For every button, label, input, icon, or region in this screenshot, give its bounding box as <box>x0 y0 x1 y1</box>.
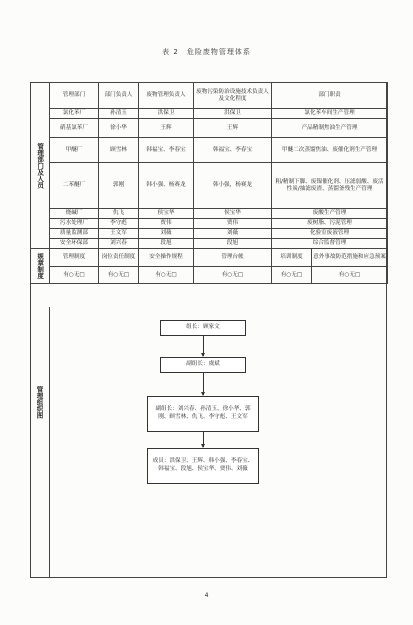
table-row <box>31 138 388 163</box>
cell-lead: 孙清玉 <box>99 109 139 119</box>
cell-waste: 侯宝华 <box>139 209 194 219</box>
cell-facility: 王辉 <box>194 119 272 138</box>
cell-facility: 刘薇 <box>194 229 272 239</box>
cell-lead: 徐小华 <box>99 119 139 138</box>
rules-header-row <box>31 249 388 267</box>
cell-dept: 硝基氯苯厂 <box>50 119 99 138</box>
cell-waste: 洪保卫 <box>139 109 194 119</box>
header-waste-lead: 废物管理负责人 <box>139 83 194 109</box>
section-label-org: 管理部门及人员 <box>31 83 50 249</box>
cell-facility: 韩福宝、李春宝 <box>194 138 272 163</box>
org-deputy-box: 副组长：虞斌 <box>160 357 246 373</box>
table-row <box>31 163 388 209</box>
rules-header-system: 管理制度 <box>50 249 99 267</box>
cell-lead: 刘兴春 <box>99 239 139 249</box>
cell-duty: 产品精制焦油生产管理 <box>272 119 388 138</box>
arrow-down-icon <box>203 432 204 447</box>
cell-lead: 王文军 <box>99 229 139 239</box>
table-row <box>31 109 388 119</box>
table-row <box>31 239 388 249</box>
cell-duty: 废树脂、污泥管理 <box>272 219 388 229</box>
cell-duty: 废酸生产管理 <box>272 209 388 219</box>
cell-duty: 甲醚二次蒸馏焦油、废催化剂生产管理 <box>272 138 388 163</box>
rules-value: 有○无□ <box>312 267 388 284</box>
table-row <box>31 209 388 219</box>
cell-waste: 段旭 <box>139 239 194 249</box>
page-number: 4 <box>204 592 209 599</box>
cell-facility: 贾伟 <box>194 219 272 229</box>
header-dept-lead: 部门负责人 <box>99 83 139 109</box>
header-duty: 部门职责 <box>272 83 388 109</box>
cell-duty: 化验室废液管理 <box>272 229 388 239</box>
rules-header-emergency: 意外事故防范措施和应急预案 <box>312 249 388 267</box>
table-row <box>31 229 388 239</box>
cell-lead: 顾雪林 <box>99 138 139 163</box>
org-leader-box: 组长：顾家文 <box>160 320 246 336</box>
rules-value-row <box>31 267 388 284</box>
org-members-box: 成员：洪保卫、王辉、韩小强、李春宝、韩福宝、段旭、侯宝华、贾伟、刘薇 <box>147 448 259 484</box>
rules-header-duty-system: 岗位责任制度 <box>99 249 139 267</box>
cell-duty: 综合监督管理 <box>272 239 388 249</box>
rules-value: 有○无□ <box>139 267 194 284</box>
rules-header-ops: 安全操作规程 <box>139 249 194 267</box>
cell-facility: 侯宝华 <box>194 209 272 219</box>
waste-management-table <box>30 82 388 284</box>
cell-waste: 王辉 <box>139 119 194 138</box>
header-row <box>31 83 388 109</box>
section-label-chart: 管理组织图 <box>35 386 44 419</box>
cell-dept: 污水处理厂 <box>50 219 99 229</box>
cell-waste: 韩小强、杨赛龙 <box>139 163 194 209</box>
rules-header-training: 培训制度 <box>272 249 312 267</box>
cell-dept: 质量监测部 <box>50 229 99 239</box>
arrow-down-icon <box>203 373 204 395</box>
cell-facility: 韩小强，杨赛龙 <box>194 163 272 209</box>
cell-lead: 仇飞 <box>99 209 139 219</box>
cell-dept: 氯化苯厂 <box>50 109 99 119</box>
rules-value: 有○无□ <box>50 267 99 284</box>
arrow-down-icon <box>203 336 204 356</box>
cell-duty: 氯化苯车间生产管理 <box>272 109 388 119</box>
table-row <box>31 219 388 229</box>
section-divider <box>49 307 50 578</box>
cell-waste: 贾伟 <box>139 219 194 229</box>
rules-value: 有○无□ <box>194 267 272 284</box>
cell-lead: 李守彪 <box>99 219 139 229</box>
cell-duty: 粗/精制下脚、废镍催化剂、压滤弱酸、废活性炭/抽滤废渣、蒸馏釜残生产管理 <box>272 163 388 209</box>
cell-lead: 郭刚 <box>99 163 139 209</box>
table-title: 表 2 危险废物管理体系 <box>162 48 251 56</box>
cell-dept: 二苯醚厂 <box>50 163 99 209</box>
rules-header-ledger: 管理台帐 <box>194 249 272 267</box>
cell-facility: 段旭 <box>194 239 272 249</box>
cell-dept: 甲醚厂 <box>50 138 99 163</box>
section-label-rules: 规章制度 <box>31 249 50 284</box>
cell-dept: 安全环保部 <box>50 239 99 249</box>
cell-facility: 洪保卫 <box>194 109 272 119</box>
table-row <box>31 119 388 138</box>
header-facility-lead: 废物污染防治设施技术负责人及文化程度 <box>194 83 272 109</box>
rules-value: 有○无□ <box>272 267 312 284</box>
cell-dept: 烧碱厂 <box>50 209 99 219</box>
cell-waste: 韩福宝、李春宝 <box>139 138 194 163</box>
header-dept: 管理部门 <box>50 83 99 109</box>
org-vice-members-box: 副组长：刘兴春、孙清玉、徐小华、郭刚、顾雪林、仇飞、李守彪、王文军 <box>147 396 259 432</box>
cell-waste: 刘薇 <box>139 229 194 239</box>
rules-value: 有○无□ <box>99 267 139 284</box>
